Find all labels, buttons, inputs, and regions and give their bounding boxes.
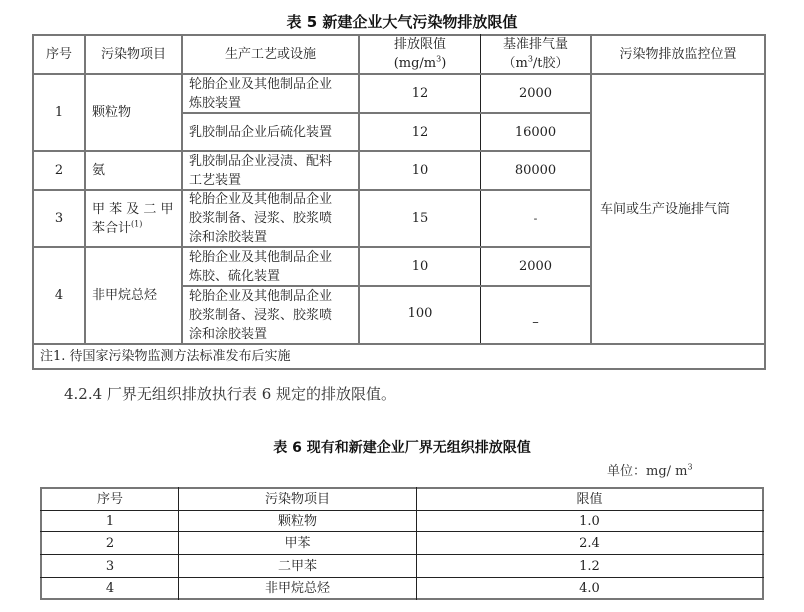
t6-row4-limit: 4.0 xyxy=(579,580,600,596)
row3-limit: 15 xyxy=(411,211,429,226)
t6-row3-limit: 1.2 xyxy=(579,558,600,574)
t6-header-limit: 限值 xyxy=(576,492,603,507)
t6-header-pollutant: 污染物项目 xyxy=(264,492,330,507)
header-monitor: 污染物排放监控位置 xyxy=(619,46,737,62)
row2-base: 80000 xyxy=(514,163,557,178)
row4b-process: 轮胎企业及其他制品企业 胶浆制备、浸浆、胶浆喷 涂和涂胶装置 xyxy=(189,288,333,342)
table5-note: 注1. 待国家污染物监测方法标准发布后实施 xyxy=(40,349,291,364)
row3-pollutant: 甲 苯 及 二 甲 苯合计$^{(1)}$ xyxy=(92,201,174,236)
row4b-base: – xyxy=(532,314,539,330)
row1a-base: 2000 xyxy=(518,86,553,101)
row4a-base: 2000 xyxy=(518,259,553,274)
t6-row4-pollutant: 非甲烷总烃 xyxy=(264,580,330,596)
t6-row1-pollutant: 颗粒物 xyxy=(277,513,317,529)
t6-row1-limit: 1.0 xyxy=(579,513,600,529)
t6-row2-no: 2 xyxy=(105,535,115,551)
row2-limit: 10 xyxy=(411,163,429,178)
row3-no: 3 xyxy=(54,211,64,226)
section-paragraph: 4.2.4 厂界无组织排放执行表 6 规定的排放限值。 xyxy=(64,385,397,403)
t6-row2-limit: 2.4 xyxy=(579,535,600,551)
header-process: 生产工艺或设施 xyxy=(224,46,316,62)
t6-row3-no: 3 xyxy=(105,558,115,574)
row3-base: - xyxy=(533,212,538,225)
table6-title: 表 6 现有和新建企业厂界无组织排放限值 xyxy=(273,440,531,456)
t6-header-no: 序号 xyxy=(96,492,123,507)
row1a-limit: 12 xyxy=(411,86,429,101)
table5-title: 表 5 新建企业大气污染物排放限值 xyxy=(286,13,518,31)
row4a-process: 轮胎企业及其他制品企业 炼胶、硫化装置 xyxy=(189,249,333,284)
header-base-line1: 基准排气量 xyxy=(502,37,568,52)
table6-unit: 单位：mg/ $m^3$ xyxy=(607,462,693,479)
row3-process: 轮胎企业及其他制品企业 胶浆制备、浸浆、胶浆喷 涂和涂胶装置 xyxy=(189,192,333,245)
header-no: 序号 xyxy=(45,46,72,62)
row4-pollutant: 非甲烷总烃 xyxy=(92,288,158,303)
row1-no: 1 xyxy=(54,105,64,120)
row2-process: 乳胶制品企业浸渍、配料 工艺装置 xyxy=(189,153,333,188)
t6-row1-no: 1 xyxy=(105,513,115,529)
row4b-limit: 100 xyxy=(407,305,433,321)
row4a-limit: 10 xyxy=(411,259,429,274)
row4-no: 4 xyxy=(54,288,64,303)
header-pollutant: 污染物项目 xyxy=(100,46,166,62)
row1b-process: 乳胶制品企业后硫化装置 xyxy=(189,124,333,140)
row2-pollutant: 氨 xyxy=(92,163,106,178)
row1b-limit: 12 xyxy=(411,124,429,140)
monitor-location: 车间或生产设施排气筒 xyxy=(600,201,731,217)
row1-pollutant: 颗粒物 xyxy=(92,105,132,120)
header-base-line2: （$m^3/t$胶） xyxy=(502,54,569,71)
header-limit-line2: $(mg/m^3)$ xyxy=(393,54,447,71)
row1a-process: 轮胎企业及其他制品企业 炼胶装置 xyxy=(189,76,333,111)
row2-no: 2 xyxy=(54,163,64,178)
header-limit-line1: 排放限值 xyxy=(393,37,446,52)
t6-row3-pollutant: 二甲苯 xyxy=(277,558,317,574)
t6-row4-no: 4 xyxy=(105,580,115,596)
t6-row2-pollutant: 甲苯 xyxy=(284,535,311,551)
footnote-marker: (1) xyxy=(131,219,143,229)
row1b-base: 16000 xyxy=(514,124,557,140)
